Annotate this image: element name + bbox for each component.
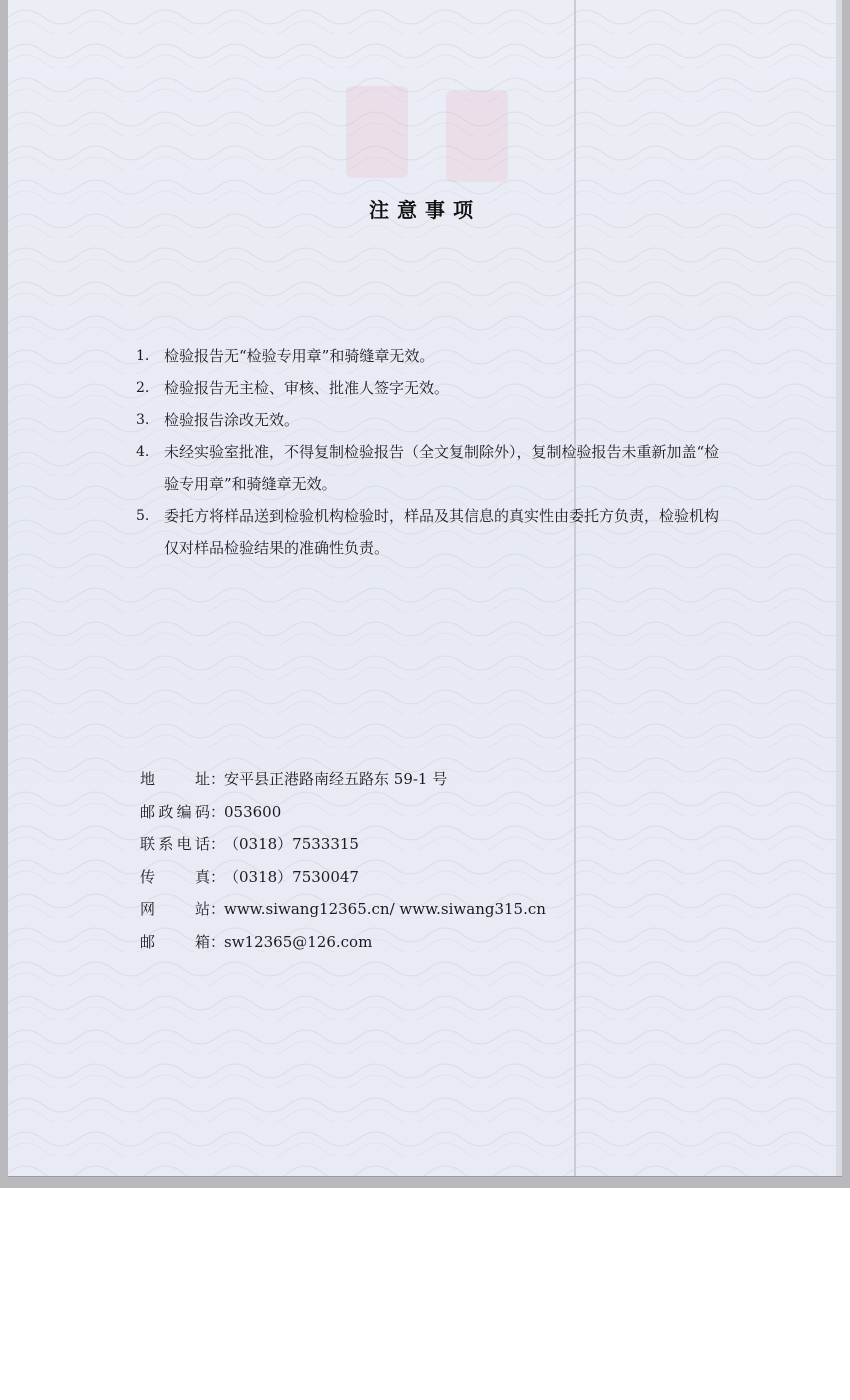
contact-label: 传真 xyxy=(140,867,210,886)
contact-email: 邮箱：sw12365@126.com xyxy=(140,926,640,959)
list-item-number: 1. xyxy=(136,348,150,364)
document-page xyxy=(8,0,842,1177)
contact-postcode: 邮政编码：053600 xyxy=(140,796,640,829)
list-item-number: 2. xyxy=(136,380,150,396)
contact-value: 安平县正港路南经五路东 59-1 号 xyxy=(224,770,448,788)
page-title: 注意事项 xyxy=(369,198,481,222)
fold-line xyxy=(574,0,576,1176)
contact-fax: 传真：（0318）7530047 xyxy=(140,861,640,894)
contact-value: 053600 xyxy=(224,802,282,821)
contact-website: 网站：www.siwang12365.cn/ www.siwang315.cn xyxy=(140,893,640,926)
contact-label: 网站 xyxy=(140,900,210,918)
list-item-number: 3. xyxy=(136,412,150,428)
list-item-number: 5. xyxy=(136,508,150,524)
list-item-text: 未经实验室批准，不得复制检验报告（全文复制除外），复制检验报告未重新加盖“检验专用章”和骑缝章无效。 xyxy=(164,443,720,493)
list-item-text: 检验报告无主检、审核、批准人签字无效。 xyxy=(164,379,450,397)
contact-value: www.siwang12365.cn/ www.siwang315.cn xyxy=(224,900,546,918)
list-item xyxy=(136,500,726,564)
contact-value: （0318）7530047 xyxy=(224,867,359,886)
contact-label: 邮箱 xyxy=(140,932,210,951)
faint-seal-imprint xyxy=(338,80,518,190)
paper-edge xyxy=(836,0,842,1176)
list-item xyxy=(136,436,726,500)
contact-label: 联系电话 xyxy=(140,835,210,853)
contact-address: 地址：安平县正港路南经五路东 59-1 号 xyxy=(140,763,640,796)
list-item-number: 4. xyxy=(136,444,150,460)
contact-label: 地址 xyxy=(140,770,210,788)
list-item xyxy=(136,404,726,436)
contact-value: sw12365@126.com xyxy=(224,932,373,951)
list-item xyxy=(136,340,726,372)
list-item-text: 委托方将样品送到检验机构检验时，样品及其信息的真实性由委托方负责，检验机构仅对样品检验结果的准确性负责。 xyxy=(164,507,720,557)
contact-info xyxy=(140,763,640,958)
list-item-text: 检验报告无“检验专用章”和骑缝章无效。 xyxy=(164,347,435,365)
notice-list xyxy=(136,340,726,564)
contact-value: （0318）7533315 xyxy=(224,835,359,853)
contact-phone: 联系电话：（0318）7533315 xyxy=(140,828,640,861)
list-item xyxy=(136,372,726,404)
list-item-text: 检验报告涂改无效。 xyxy=(164,411,300,429)
contact-label: 邮政编码 xyxy=(140,802,210,821)
